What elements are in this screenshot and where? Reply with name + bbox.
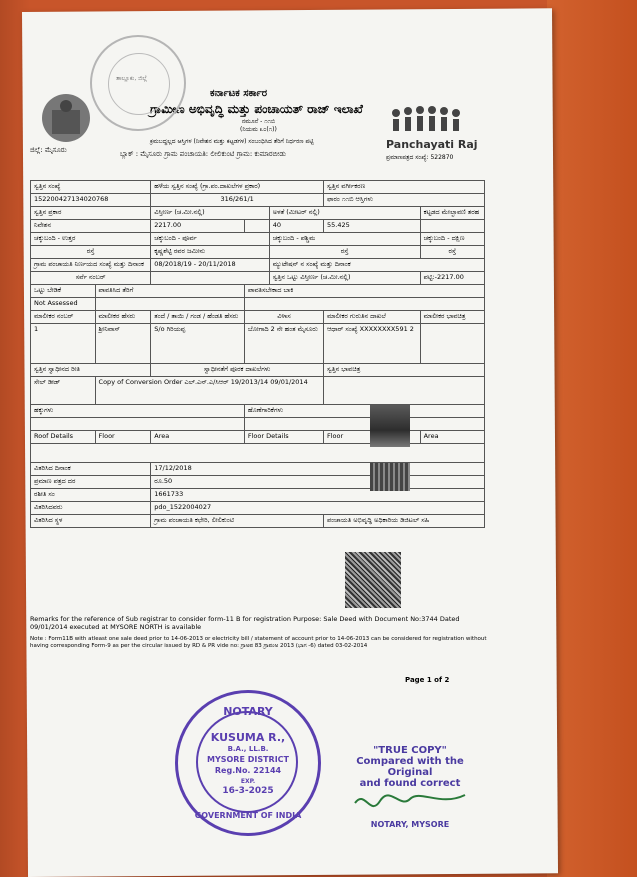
father: S/o ಗಿರಿಯಪ್ಪ: [151, 324, 245, 364]
liabilities-value: [244, 418, 484, 431]
conversion: Copy of Conversion Order ಎಲ್.ಎನ್.ಎ/ಸಿಆರ್ 19/2013/14 09/01/2014: [95, 377, 323, 405]
page-number: Page 1 of 2: [405, 676, 450, 684]
table-row: [31, 259, 485, 272]
total-area-label: ಸ್ವತ್ತಿನ ಒಟ್ಟು ವಿಸ್ತೀರ್ಣ (ಚ.ಮೀ.ನಲ್ಲಿ): [269, 272, 420, 285]
form-no: [240, 118, 277, 134]
south: ರಸ್ತೆ: [420, 246, 484, 259]
panchayati-raj-logo-icon: [386, 105, 476, 135]
floor-label-2: Floor: [324, 431, 421, 444]
resolution-label: ಗ್ರಾಮ ಪಂಚಾಯತಿ ನಿರ್ಣಯದ ಸಂಖ್ಯೆ ಮತ್ತು ದಿನಾಂಕ: [31, 259, 151, 272]
rule-label: (ನಿಯಮ ೩೦(೧)): [240, 126, 277, 133]
acquire-label: ಸ್ವತ್ತಿನ ಸ್ವಾಧೀನದ ರೀತಿ: [31, 364, 151, 377]
roof-floor-values: [31, 444, 485, 463]
table-row: [31, 476, 485, 489]
panchayat-seal-stamp: [90, 35, 186, 131]
resolution: 08/2018/19 - 20/11/2018: [151, 259, 269, 272]
survey-value: [151, 272, 269, 285]
table-row: [31, 220, 485, 233]
notary-top: NOTARY: [223, 705, 273, 718]
table-row: [31, 444, 485, 463]
issued-by: pdo_1522004027: [151, 502, 485, 515]
table-row: [31, 364, 485, 377]
table-row: [31, 377, 485, 405]
panchayati-raj-text: Panchayati Raj: [386, 138, 478, 151]
doc-label: ಸ್ವಾಧೀನತೆಗೆ ಪೂರಕ ದಾಖಲೆಗಳು: [151, 364, 324, 377]
seal-inner-ring: [108, 53, 170, 115]
owner-name: ಶ್ರೀನಿವಾಸ್: [95, 324, 151, 364]
qr-code-icon: [345, 552, 401, 608]
area-col-label: Area: [151, 431, 245, 444]
owner-photo-cell: [420, 324, 484, 364]
dept-title: ಗ್ರಾಮೀಣ ಅಭಿವೃದ್ಧಿ ಮತ್ತು ಪಂಚಾಯತ್ ರಾಜ್ ಇಲಾಖೆ: [150, 102, 363, 116]
certificate-number: ಪ್ರಮಾಣಪತ್ರದ ಸಂಖ್ಯೆ: 522870: [386, 154, 454, 161]
table-row: [31, 233, 485, 246]
father-label: ತಂದೆ / ತಾಯಿ / ಗಂಡ / ಹೆಂಡತಿ ಹೆಸರು: [151, 311, 245, 324]
liabilities-label: ಹೊಣೆಗಾರಿಕೆಗಳು: [244, 405, 484, 418]
prop-photo-label: ಸ್ವತ್ತಿನ ಭಾವಚಿತ್ರ: [324, 364, 485, 377]
owner-name-label: ಮಾಲೀಕರ ಹೆಸರು: [95, 311, 151, 324]
east-label: ಚಕ್ಕುಬಂದಿ - ಪೂರ್ವ: [151, 233, 269, 246]
photo-label: ಮಾಲೀಕರ ಭಾವಚಿತ್ರ: [420, 311, 484, 324]
receipt-label: ರಶೀತಿ ಸಂ: [31, 489, 151, 502]
total-area: ಪಟ್ಟಿ:-2217.00: [420, 272, 484, 285]
table-row: [31, 489, 485, 502]
building-area: [244, 220, 269, 233]
paid-value: [95, 298, 244, 311]
roof-label: Roof Details: [31, 431, 96, 444]
issue-date: 17/12/2018: [151, 463, 485, 476]
pending-label: ಪಾವತಿಸಬೇಕಾದ ಬಾಕಿ: [244, 285, 484, 298]
true-copy-stamp: [340, 745, 480, 829]
rights-value: [31, 418, 245, 431]
north-label: ಚಕ್ಕುಬಂದಿ - ಉತ್ತರ: [31, 233, 151, 246]
address-label: ವಿಳಾಸ: [244, 311, 323, 324]
ns: 55.425: [324, 220, 421, 233]
floor-label: Floor: [95, 431, 151, 444]
classification-label: ಸ್ವತ್ತಿನ ವರ್ಗೀಕರಣ: [324, 181, 485, 194]
area-label: ವಿಸ್ತೀರ್ಣ (ಚ.ಮೀ.ನಲ್ಲಿ): [151, 207, 269, 220]
rights-label: ಹಕ್ಕುಗಳು: [31, 405, 245, 418]
old-no: 316/261/1: [151, 194, 324, 207]
table-row: [31, 207, 485, 220]
place-label: ವಿತರಿಸಿದ ಸ್ಥಳ: [31, 515, 151, 528]
place: ಗ್ರಾಮ ಪಂಚಾಯತಿ ಕಛೇರಿ, ಲೀಲಿಕುಂಟಿ: [151, 515, 324, 528]
notary-deg: B.A., LL.B.: [227, 745, 269, 753]
notary-name: KUSUMA R.,: [210, 731, 286, 744]
west-label: ಚಕ್ಕುಬಂದಿ - ಪಶ್ಚಿಮ: [269, 233, 420, 246]
survey-label: ಸರ್ವೆ ನಂಬರ್: [31, 272, 151, 285]
true-copy-sign: NOTARY, MYSORE: [370, 820, 450, 829]
owner-photo: [370, 405, 410, 447]
issued-by-label: ವಿತರಿಸಿದವರು: [31, 502, 151, 515]
address: ಬೋಗಾದಿ 2 ನೇ ಹಂತ ಮೈಸೂರು: [244, 324, 323, 364]
table-row: [31, 181, 485, 194]
table-row: [31, 502, 485, 515]
market-label: ಕಟ್ಟಡದ ಮೇಲ್ಛಾವಣಿ ತರಹ: [420, 207, 484, 220]
id-label: ಮಾಲೀಕರ ಗುರುತಿನ ದಾಖಲೆ: [324, 311, 421, 324]
fee: ರೂ.50: [151, 476, 485, 489]
notary-reg: Reg.No. 22144: [214, 766, 282, 775]
dim-label: ಅಳತೆ (ಮೀಟರ್ ನಲ್ಲಿ): [269, 207, 420, 220]
owner-id: ಆಧಾರ್ ಸಂಖ್ಯೆ XXXXXXXX591 2: [324, 324, 421, 364]
property-table: [30, 180, 485, 528]
property-photo: [370, 463, 410, 491]
true-copy-line1: "TRUE COPY": [373, 745, 447, 756]
note: Note : Form11B with atleast one sale deed prior to 14-06-2013 or electricity bill / statement of account prior to 14-06-2013 can be considered for registration without having corresponding Form-9 as per the circular issued by RD & PR vide no: ಗ್ರಾಅಪ 83 ಗ್ರಾಪಂಅ 2013 (ಭಾಗ -6) dated 03-02-2014: [30, 636, 487, 649]
pending-value: [244, 298, 484, 311]
notary-bottom: GOVERNMENT OF INDIA: [194, 811, 302, 820]
property-no-label: ಸ್ವತ್ತಿನ ಸಂಖ್ಯೆ: [31, 181, 151, 194]
market-value: [420, 220, 484, 233]
prop-photo-cell: [324, 377, 485, 405]
tax: Not Assessed: [31, 298, 96, 311]
site-area: 2217.00: [151, 220, 245, 233]
table-row: [31, 515, 485, 528]
notary-date: 16-3-2025: [222, 786, 274, 796]
fee-label: ಪ್ರಮಾಣ ಪತ್ರದ ದರ: [31, 476, 151, 489]
govt-title: ಕರ್ನಾಟಕ ಸರ್ಕಾರ: [210, 88, 268, 99]
table-row: [31, 431, 485, 444]
old-no-label: ಹಳೆಯ ಸ್ವತ್ತಿನ ಸಂಖ್ಯೆ (ಗ್ರಾ.ಪಂ.ದಾಖಲೆಗಳ ಪ್ರಕಾರ): [151, 181, 324, 194]
notary-exp: EXP.: [240, 778, 256, 785]
rule-line: ಕ್ರಮಬದ್ಧಲ್ಲದ ಆಸ್ತಿಗಳ (ನಿವೇಶನ ಮತ್ತು ಕಟ್ಟಡಗಳ) ಸಂಬಂಧಿಸಿದ ತೆರಿಗೆ ನಿರ್ಧರಣ ಪಟ್ಟಿ: [150, 138, 314, 145]
table-row: [31, 463, 485, 476]
area-col-label-2: Area: [420, 431, 484, 444]
type: ನಿವೇಶನ: [31, 220, 151, 233]
south-label: ಚಕ್ಕುಬಂದಿ - ದಕ್ಷಿಣ: [420, 233, 484, 246]
district-line: ಜಿಲ್ಲೆ: ಮೈಸೂರು: [30, 146, 67, 154]
west: ರಸ್ತೆ: [269, 246, 420, 259]
true-copy-line3: and found correct: [359, 778, 461, 789]
table-row: [31, 194, 485, 207]
location-line: ಬ್ಲಾಕ್ : ಮೈಸೂರು ಗ್ರಾಮ ಪಂಚಾಯತಿ: ಲೀಲಿಕುಂಟಿ ಗ್ರಾಮ: ಕುಮಾರಬೀಡು: [120, 150, 287, 158]
paid-label: ಪಾವತಿಸಿದ ತೆರಿಗೆ: [95, 285, 244, 298]
north: ರಸ್ತೆ: [31, 246, 151, 259]
remarks: Remarks for the reference of Sub registrar to consider form-11 B for registration Purpose: Sale Deed with Document No:3744 Dated 09/01/2014 executed at MYSORE NORTH is available: [30, 615, 460, 631]
table-row: [31, 272, 485, 285]
floor-details-label: Floor Details: [244, 431, 323, 444]
notary-stamp: [175, 690, 321, 836]
owner-no: 1: [31, 324, 96, 364]
sale-label: ಸೇಲ್ ಡೀಡ್: [31, 377, 96, 405]
karnataka-emblem-icon: [38, 90, 94, 146]
table-row: [31, 324, 485, 364]
owner-no-label: ಮಾಲೀಕರ ನಂಬರ್: [31, 311, 96, 324]
digital-sign: ಪಂಚಾಯತಿ ಅಭಿವೃದ್ಧಿ ಅಧಿಕಾರಿಯ ಡಿಜಿಟಲ್ ಸಹಿ: [324, 515, 485, 528]
table-row: [31, 418, 485, 431]
seal-text: ತಾಲ್ಲೂಕು, ಜಿಲ್ಲೆ: [116, 75, 148, 82]
table-row: [31, 285, 485, 298]
signature-icon: [350, 789, 470, 817]
receipt: 1661733: [151, 489, 485, 502]
table-row: [31, 246, 485, 259]
type-label: ಸ್ವತ್ತಿನ ಪ್ರಕಾರ: [31, 207, 151, 220]
property-no: 152200427134020768: [31, 194, 151, 207]
ew: 40: [269, 220, 323, 233]
classification: ಫಾರಂ ೧೧ಬಿ ಆಸ್ತಿಗಳು: [324, 194, 485, 207]
issue-date-label: ವಿತರಿಸಿದ ದಿನಾಂಕ: [31, 463, 151, 476]
east: ಕೃಷ್ಣಶೆಟ್ಟಿ ರವರ ಜಮೀನು: [151, 246, 269, 259]
background-right: [547, 0, 637, 877]
true-copy-line2: Compared with the Original: [356, 756, 464, 778]
table-row: [31, 311, 485, 324]
tax-label: ಒಟ್ಟು ಬೇಡಿಕೆ: [31, 285, 96, 298]
table-row: [31, 298, 485, 311]
form-label: ನಮೂನೆ - ೧೧ಬಿ: [241, 118, 275, 125]
mutation-label: ಮ್ಯುಟೇಷನ್ ನ ಸಂಖ್ಯೆ ಮತ್ತು ದಿನಾಂಕ: [269, 259, 484, 272]
notary-district: MYSORE DISTRICT: [206, 755, 290, 764]
table-row: [31, 405, 485, 418]
